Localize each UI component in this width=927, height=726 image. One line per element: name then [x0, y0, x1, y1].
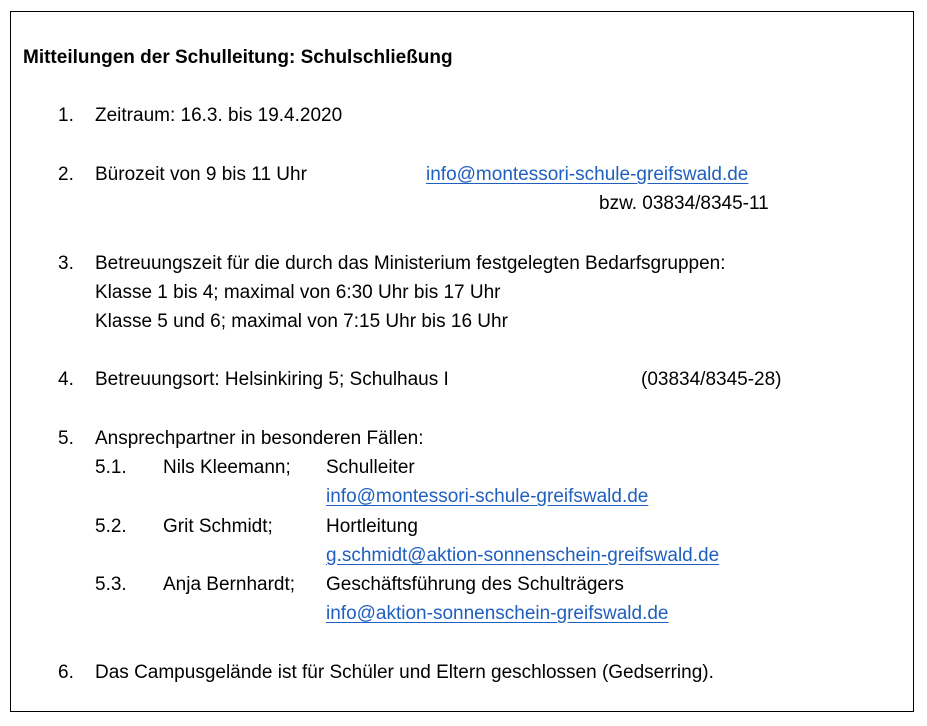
subitem-5-2-name: Grit Schmidt;: [163, 516, 273, 537]
subitem-5-3-email-link[interactable]: info@aktion-sonnenschein-greifswald.de: [326, 603, 669, 624]
item-2-phone: bzw. 03834/8345-11: [599, 193, 769, 214]
subitem-5-2-role: Hortleitung: [326, 516, 418, 537]
subitem-5-1-role: Schulleiter: [326, 457, 415, 478]
item-4-number: 4.: [58, 369, 74, 390]
item-2-text: Bürozeit von 9 bis 11 Uhr: [95, 164, 307, 185]
item-5-number: 5.: [58, 428, 74, 449]
item-4-phone: (03834/8345-28): [641, 369, 782, 390]
item-6-number: 6.: [58, 662, 74, 683]
item-1-text: Zeitraum: 16.3. bis 19.4.2020: [95, 105, 343, 126]
subitem-5-1-email-link[interactable]: info@montessori-schule-greifswald.de: [326, 486, 649, 507]
item-6-text: Das Campusgelände ist für Schüler und Eltern geschlossen (Gedserring).: [95, 662, 714, 683]
item-3-number: 3.: [58, 253, 74, 274]
item-4-text: Betreuungsort: Helsinkiring 5; Schulhaus I: [95, 369, 449, 390]
item-5-text: Ansprechpartner in besonderen Fällen:: [95, 428, 424, 449]
item-3-text: Betreuungszeit für die durch das Ministerium festgelegten Bedarfsgruppen:: [95, 253, 726, 274]
subitem-5-1-number: 5.1.: [95, 457, 127, 478]
item-3-line-2: Klasse 1 bis 4; maximal von 6:30 Uhr bis 17 Uhr: [95, 282, 501, 303]
item-2-number: 2.: [58, 164, 74, 185]
subitem-5-3-role: Geschäftsführung des Schulträgers: [326, 574, 624, 595]
subitem-5-2-number: 5.2.: [95, 516, 127, 537]
subitem-5-3-number: 5.3.: [95, 574, 127, 595]
subitem-5-1-name: Nils Kleemann;: [163, 457, 291, 478]
subitem-5-3-name: Anja Bernhardt;: [163, 574, 296, 595]
document-title: Mitteilungen der Schulleitung: Schulschließung: [23, 47, 453, 68]
item-1-number: 1.: [58, 105, 74, 126]
subitem-5-2-email-link[interactable]: g.schmidt@aktion-sonnenschein-greifswald.de: [326, 545, 720, 566]
item-3-line-3: Klasse 5 und 6; maximal von 7:15 Uhr bis 16 Uhr: [95, 311, 508, 332]
item-2-email-link[interactable]: info@montessori-schule-greifswald.de: [426, 164, 749, 185]
